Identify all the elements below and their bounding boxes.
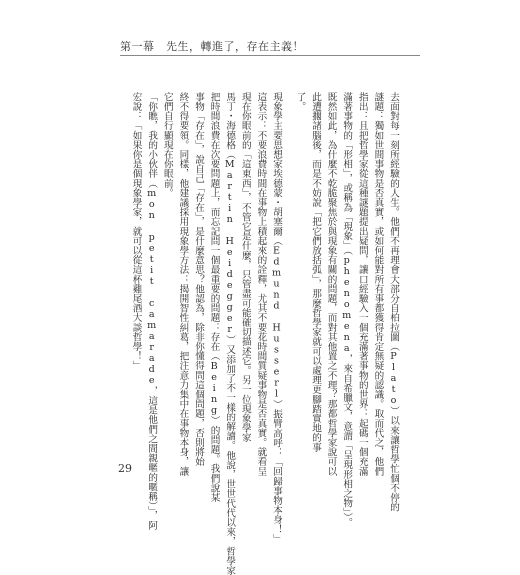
text-column: 現象學主要思想家埃德蒙・胡塞爾（Edmund Husserl）振臂高呼：「回歸事物本身！」 xyxy=(271,92,282,544)
text-column: 了。 xyxy=(294,92,306,112)
text-column: 滿著事物的「形相」，或稱為「現象」（phenomena，來自希臘文，意謂「呈現形相之物」）。 xyxy=(341,92,353,527)
text-column: 「你瞧，我的小伙伴（mon petit camarade，這是他們之間親暱的暱稱）」，阿 xyxy=(146,92,158,530)
text-column: 終不得要領。同樣，他建議採用現象學方法：揭開智性糾葛，把注意力集中在事物本身，讓 xyxy=(177,92,189,476)
text-column: 去面對每一刻所經驗的人生。他們不再理會大部分自柏拉圖（Plato）以來讓哲學忙個不停的 xyxy=(388,92,399,512)
chapter-title: 第一幕 先生，轉進了，存在主義！ xyxy=(120,40,304,53)
header-rule xyxy=(120,55,420,56)
text-column: 事物「存在」，說自己「存在」，是什麼意思？他認為，除非你懂得問這個問題，否則將始 xyxy=(193,92,204,467)
text-column: 這表示：不要浪費時間在事物上積起來的詮釋，尤其不要花時間質疑事物是否真實。就看呈 xyxy=(255,92,267,476)
text-column: 指出：且把哲學家從這種謎題提出疑問，讓口經驗入一個充滿著事物的世界：起碼一個充滿 xyxy=(356,92,368,476)
text-column: 馬丁・海德格（Martin Heidegger）又添加了不一樣的解讀。他說，世世代代以來，哲學家 xyxy=(224,92,236,575)
text-column: 謎題：獨如世間事物是否真實，或如何能對所有事都獲得肯定無疑的認識。取而代之，他們 xyxy=(372,92,384,476)
text-column: 既然如此，為什麼不乾脆聚焦於與現象有關的問題，而對其他置之不理？那都哲學家說可以 xyxy=(325,92,337,476)
page-number: 29 xyxy=(118,462,132,475)
running-header xyxy=(120,38,304,54)
text-column: 現在你眼前的「這東西」，不管它是什麼，只管盡可能確切描述它。另一位現象學家 xyxy=(239,92,251,443)
text-column: 宏說：「如果你是個現象學家，就可以從這杯雞尾酒大談哲學！」 xyxy=(130,92,142,371)
body-text xyxy=(130,92,399,575)
text-column: 此遭擱諸腦後，而是不妨說「把它們放括弧」，那麼哲學家就可以處理更腳踏實地的事 xyxy=(310,92,321,452)
text-column: 把時間浪費在次要問題上，而忘記問一個最重要的問題：存在（Being）的問題。我們說某 xyxy=(208,92,220,503)
text-column: 它們自行顯現在你眼前。 xyxy=(161,92,173,198)
